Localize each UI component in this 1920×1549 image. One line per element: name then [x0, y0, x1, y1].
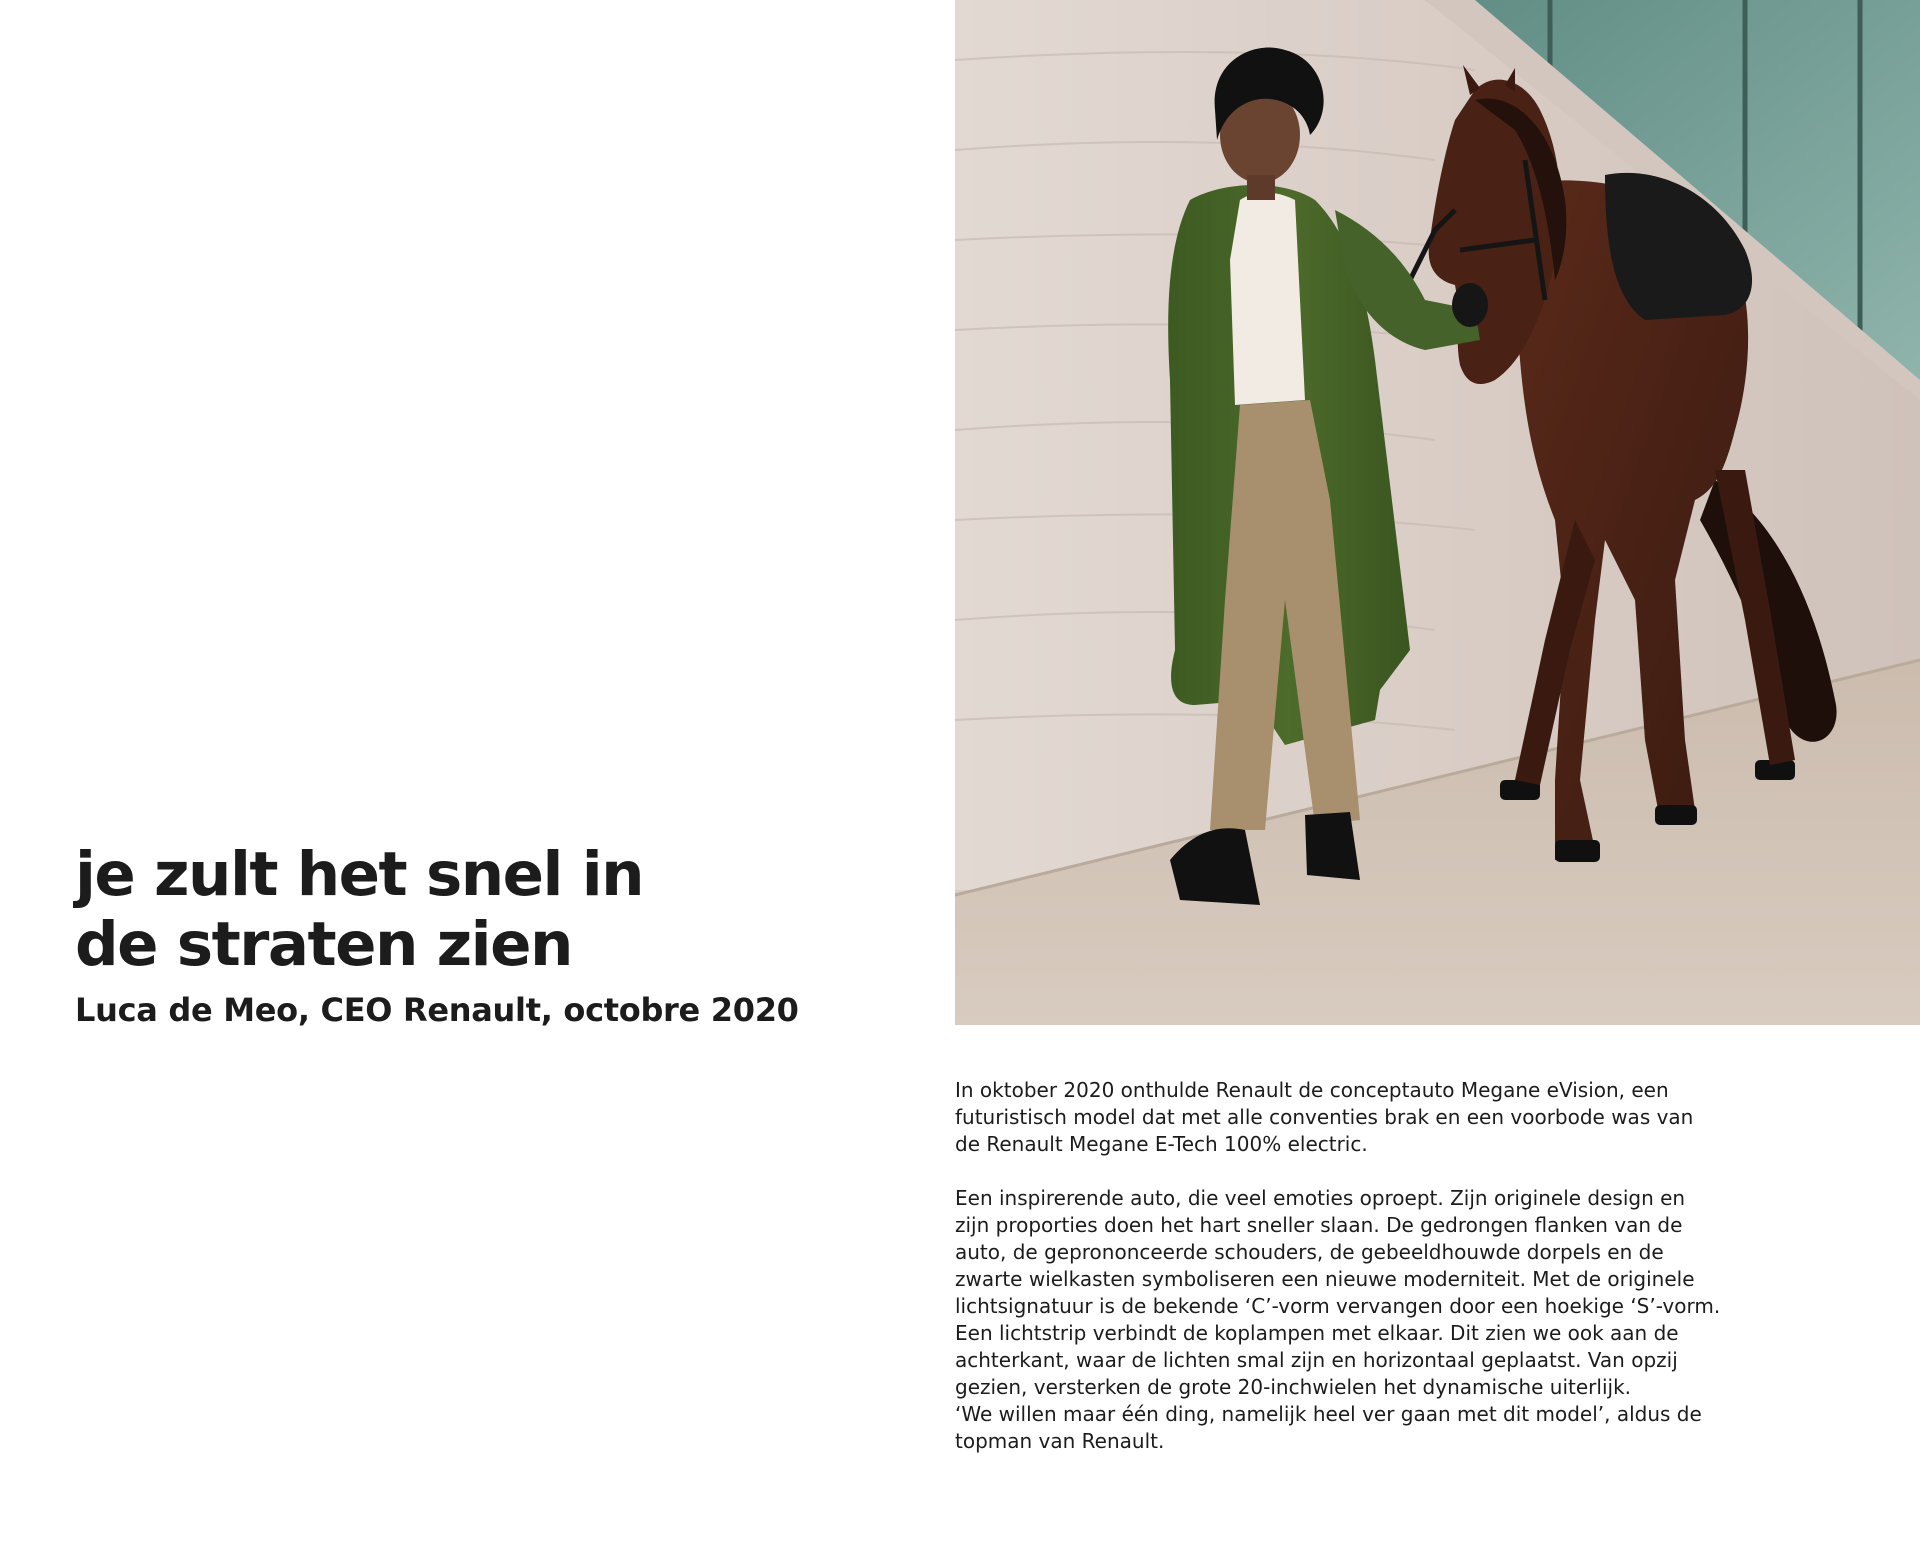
body-line: zwarte wielkasten symboliseren een nieuwe moderniteit. Met de originele: [955, 1267, 1695, 1291]
body-line: auto, de geprononceerde schouders, de gebeeldhouwde dorpels en de: [955, 1240, 1664, 1264]
body-line: achterkant, waar de lichten smal zijn en horizontaal geplaatst. Van opzij: [955, 1348, 1678, 1372]
photo-illustration: [955, 0, 1920, 1025]
body-line: de Renault Megane E-Tech 100% electric.: [955, 1132, 1368, 1156]
quote-attribution: Luca de Meo, CEO Renault, octobre 2020: [75, 991, 799, 1029]
body-paragraph-1: [955, 1077, 1815, 1158]
body-line: In oktober 2020 onthulde Renault de conceptauto Megane eVision, een: [955, 1078, 1669, 1102]
photo-man-with-horse: [955, 0, 1920, 1025]
quote-block: [75, 840, 895, 1030]
body-line: zijn proporties doen het hart sneller slaan. De gedrongen flanken van de: [955, 1213, 1683, 1237]
body-line: gezien, versterken de grote 20-inchwielen het dynamische uiterlijk.: [955, 1375, 1632, 1399]
quote-title-line-2: de straten zien: [75, 909, 572, 980]
man-glove: [1452, 283, 1488, 327]
article-body: [955, 1077, 1815, 1455]
body-line: ‘We willen maar één ding, namelijk heel ver gaan met dit model’, aldus de: [955, 1402, 1702, 1426]
body-line: topman van Renault.: [955, 1429, 1165, 1453]
body-line: lichtsignatuur is de bekende ‘C’-vorm vervangen door een hoekige ‘S’-vorm.: [955, 1294, 1721, 1318]
body-line: Een inspirerende auto, die veel emoties oproept. Zijn originele design en: [955, 1186, 1686, 1210]
body-paragraph-2: [955, 1185, 1815, 1455]
man-tshirt: [1230, 193, 1305, 406]
body-line: futuristisch model dat met alle conventies brak en een voorbode was van: [955, 1105, 1694, 1129]
body-line: Een lichtstrip verbindt de koplampen met elkaar. Dit zien we ook aan de: [955, 1321, 1679, 1345]
quote-title: [75, 840, 895, 980]
quote-title-line-1: je zult het snel in: [75, 839, 644, 910]
